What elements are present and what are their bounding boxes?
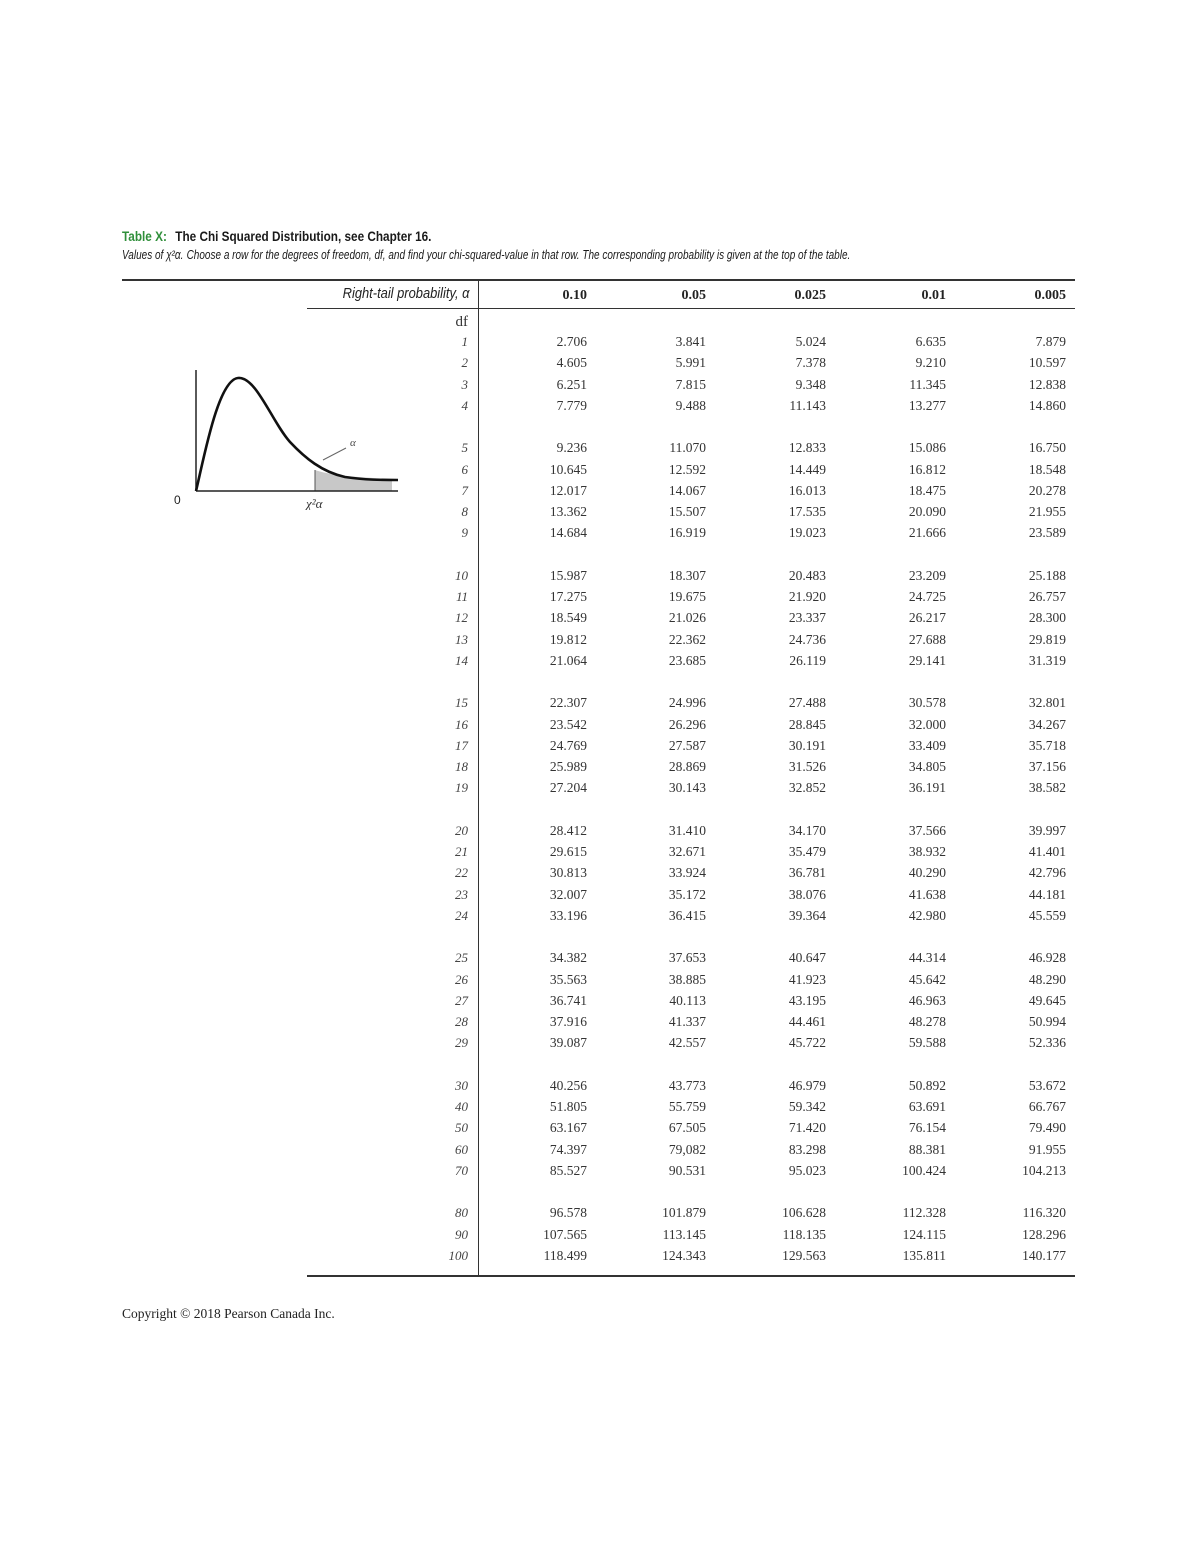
chi-square-value: 16.812 (908, 461, 946, 477)
chi-square-value: 30.578 (908, 695, 946, 711)
chi-square-value: 33.924 (668, 865, 706, 881)
df-value: 70 (455, 1162, 468, 1178)
chi-square-value: 63.691 (908, 1099, 946, 1114)
chi-square-value: 27.688 (908, 631, 946, 647)
chi-square-value: 107.565 (543, 1226, 587, 1242)
df-value: 10 (455, 567, 468, 583)
chi-square-value: 25.989 (549, 759, 587, 775)
chi-square-value: 27.587 (668, 737, 706, 753)
chi-square-value: 19.675 (668, 589, 706, 604)
df-value: 16 (455, 716, 468, 732)
chi-square-value: 16.750 (1028, 440, 1066, 456)
chi-square-value: 29.819 (1028, 631, 1066, 647)
chi-square-value: 79,082 (668, 1141, 706, 1157)
header-rule (307, 308, 1075, 309)
df-value: 90 (455, 1226, 468, 1242)
chi-square-value: 34.170 (788, 822, 826, 838)
chi-square-value: 34.382 (549, 950, 587, 966)
chi-square-value: 36.781 (788, 865, 826, 881)
chi-square-value: 116.320 (1022, 1205, 1066, 1221)
chi-square-value: 6.635 (915, 334, 946, 349)
chi-square-value: 36.415 (668, 907, 706, 923)
chi-square-value: 101.879 (662, 1205, 706, 1221)
chi-square-value: 52.336 (1028, 1035, 1066, 1051)
chi-square-value: 9.348 (795, 376, 826, 392)
df-value: 40 (455, 1099, 468, 1114)
chi-square-value: 44.314 (908, 950, 946, 966)
df-value: 80 (455, 1205, 468, 1221)
chi-square-value: 46.963 (908, 992, 946, 1008)
df-value: 30 (455, 1077, 468, 1093)
chi-square-value: 19.812 (549, 631, 587, 647)
chi-square-value: 17.535 (788, 504, 826, 520)
chi-square-value: 14.067 (668, 482, 706, 498)
chi-square-value: 74.397 (549, 1141, 587, 1157)
chi-square-value: 11.345 (909, 376, 946, 392)
df-value: 20 (455, 822, 468, 838)
chi-square-value: 34.805 (908, 759, 946, 775)
chi-square-value: 40.256 (549, 1077, 587, 1093)
chi-square-value: 37.916 (549, 1014, 587, 1030)
df-value: 2 (461, 355, 468, 371)
df-value: 24 (455, 907, 468, 923)
chi-square-value: 23.209 (908, 567, 946, 583)
chi-square-value: 28.869 (668, 759, 706, 775)
chi-square-value: 26.296 (668, 716, 706, 732)
chi-square-value: 26.757 (1028, 589, 1066, 604)
df-value: 4 (461, 397, 468, 413)
chi-square-value: 59.588 (908, 1035, 946, 1051)
df-value: 22 (455, 865, 468, 881)
alpha-pointer (323, 448, 346, 460)
chi-square-value: 42.796 (1028, 865, 1066, 881)
chi-square-value: 33.196 (549, 907, 587, 923)
chi-square-value: 23.542 (549, 716, 587, 732)
chi-square-value: 124.115 (902, 1226, 946, 1242)
chi-square-value: 90.531 (668, 1162, 706, 1178)
chi-square-value: 91.955 (1028, 1141, 1066, 1157)
chi-square-value: 31.526 (788, 759, 826, 775)
chi-square-value: 32.007 (549, 886, 587, 902)
chi-square-value: 21.666 (908, 525, 946, 541)
chi-square-value: 13.362 (549, 504, 587, 520)
chi-square-value: 35.563 (549, 971, 587, 987)
chi-square-value: 95.023 (788, 1162, 826, 1178)
df-value: 12 (455, 610, 468, 626)
chi-square-value: 10.597 (1028, 355, 1066, 371)
bottom-rule (307, 1275, 1075, 1277)
chi-square-value: 113.145 (662, 1226, 706, 1242)
subtitle-text: Choose a row for the degrees of freedom, df, and find your chi-squared-value in that row. The corresponding probability is given at the top of the table. (186, 248, 851, 262)
df-value: 1 (461, 334, 468, 349)
df-value: 15 (455, 695, 468, 711)
chi-square-value: 23.337 (788, 610, 826, 626)
chi-square-value: 21.920 (788, 589, 826, 604)
chi-square-value: 45.559 (1028, 907, 1066, 923)
chi-square-value: 96.578 (549, 1205, 587, 1221)
chi-square-value: 59.342 (788, 1099, 826, 1114)
chi-square-value: 36.191 (908, 780, 946, 796)
chi-square-value: 21.026 (668, 610, 706, 626)
chi-square-value: 29.615 (549, 844, 587, 859)
chi-square-value: 135.811 (902, 1247, 946, 1263)
chi-square-value: 23.685 (668, 652, 706, 668)
copyright-notice: Copyright © 2018 Pearson Canada Inc. (122, 1306, 335, 1321)
chi-square-value: 140.177 (1022, 1247, 1066, 1263)
chi-square-value: 18.307 (668, 567, 706, 583)
chi-square-value: 43.195 (788, 992, 826, 1008)
chi-square-value: 24.769 (549, 737, 587, 753)
chi-square-value: 41.638 (908, 886, 946, 902)
chi-square-value: 40.647 (788, 950, 826, 966)
chi-square-value: 112.328 (902, 1205, 946, 1221)
df-label: df (455, 314, 468, 330)
alpha-header: 0.005 (1034, 288, 1066, 303)
chi-square-value: 7.815 (675, 376, 706, 392)
chi-square-value: 6.251 (556, 376, 587, 392)
chi-square-value: 20.483 (788, 567, 826, 583)
chi-square-value: 30.143 (668, 780, 706, 796)
table-label: Table X: (122, 228, 167, 244)
chi-square-value: 46.928 (1028, 950, 1066, 966)
chi-square-value: 21.955 (1028, 504, 1066, 520)
df-value: 28 (455, 1014, 468, 1030)
chi-square-value: 5.991 (675, 355, 706, 371)
chi-square-value: 7.879 (1035, 334, 1066, 349)
chi-square-value: 100.424 (902, 1162, 946, 1178)
chi-square-value: 45.642 (908, 971, 946, 987)
df-value: 9 (461, 525, 468, 541)
chi-square-value: 45.722 (788, 1035, 826, 1051)
chi-square-value: 10.645 (549, 461, 587, 477)
df-value: 5 (461, 440, 468, 456)
chi-square-value: 9.210 (915, 355, 946, 371)
chi-square-value: 66.767 (1028, 1099, 1066, 1114)
chi-square-value: 18.475 (908, 482, 946, 498)
chi-square-value: 53.672 (1028, 1077, 1066, 1093)
chi-square-value: 19.023 (788, 525, 826, 541)
chi-square-value: 36.741 (549, 992, 587, 1008)
chi-square-value: 31.319 (1028, 652, 1066, 668)
chi-square-value: 51.805 (549, 1099, 587, 1114)
chi-square-value: 38.076 (788, 886, 826, 902)
chi-square-value: 42.557 (668, 1035, 706, 1051)
df-value: 14 (455, 652, 468, 668)
chi-square-value: 29.141 (908, 652, 946, 668)
chi-square-value: 17.275 (549, 589, 587, 604)
df-value: 6 (461, 461, 468, 477)
df-value: 26 (455, 971, 468, 987)
chi-square-value: 24.736 (788, 631, 826, 647)
chi-square-value: 28.300 (1028, 610, 1066, 626)
chi-square-value: 16.919 (668, 525, 706, 541)
chi-square-value: 67.505 (668, 1120, 706, 1136)
chi-square-value: 22.307 (549, 695, 587, 711)
chi-square-value: 12.838 (1028, 376, 1066, 392)
chi-square-value: 30.813 (549, 865, 587, 881)
chi-square-value: 12.833 (788, 440, 826, 456)
chi-square-value: 22.362 (668, 631, 706, 647)
chi-square-value: 2.706 (556, 334, 587, 349)
chi-square-value: 46.979 (788, 1077, 826, 1093)
chi-square-value: 41.337 (668, 1014, 706, 1030)
chi-square-value: 55.759 (668, 1099, 706, 1114)
alpha-figure-label: α (350, 437, 356, 449)
chi-square-value: 38.885 (668, 971, 706, 987)
chi-square-value: 40.290 (908, 865, 946, 881)
chi-square-value: 79.490 (1028, 1120, 1066, 1136)
df-value: 3 (461, 376, 468, 392)
df-value: 18 (455, 759, 468, 775)
chi-square-value: 26.217 (908, 610, 946, 626)
chi-square-value: 3.841 (675, 334, 706, 349)
subtitle-symbol: Values of χ²α. (122, 248, 184, 262)
chi-square-value: 44.181 (1028, 886, 1066, 902)
chi-square-value: 15.987 (549, 567, 587, 583)
chi-square-value: 4.605 (556, 355, 587, 371)
chi-square-value: 76.154 (908, 1120, 946, 1136)
chi-square-value: 20.090 (908, 504, 946, 520)
chi-square-value: 37.653 (668, 950, 706, 966)
chi-square-value: 24.996 (668, 695, 706, 711)
probability-label: Right-tail probability, α (343, 285, 470, 302)
origin-label: 0 (174, 493, 181, 507)
chi-square-value: 38.932 (908, 844, 946, 859)
df-value: 23 (455, 886, 468, 902)
chi-square-value: 32.852 (788, 780, 826, 796)
chi-square-value: 37.156 (1028, 759, 1066, 775)
df-value: 60 (455, 1141, 468, 1157)
chi-square-value: 27.488 (788, 695, 826, 711)
density-curve (196, 378, 398, 491)
chi-square-value: 39.364 (788, 907, 826, 923)
chi-square-value: 35.172 (668, 886, 706, 902)
chi-square-value: 48.278 (908, 1014, 946, 1030)
chi-square-value: 104.213 (1022, 1162, 1066, 1178)
chi-square-value: 24.725 (908, 589, 946, 604)
df-value: 27 (455, 992, 468, 1008)
alpha-header: 0.01 (921, 288, 946, 303)
df-value: 13 (455, 631, 468, 647)
chi-square-value: 7.378 (795, 355, 826, 371)
chi-square-value: 14.860 (1028, 397, 1066, 413)
chi-square-value: 42.980 (908, 907, 946, 923)
chi-square-value: 128.296 (1022, 1226, 1066, 1242)
chi-square-value: 50.994 (1028, 1014, 1066, 1030)
df-value: 29 (455, 1035, 468, 1051)
chi-square-value: 129.563 (782, 1247, 826, 1263)
chi-square-value: 33.409 (908, 737, 946, 753)
chi-square-value: 18.548 (1028, 461, 1066, 477)
df-value: 11 (455, 589, 468, 604)
chi-square-value: 23.589 (1028, 525, 1066, 541)
chi-square-value: 13.277 (908, 397, 946, 413)
chi-square-value: 71.420 (788, 1120, 826, 1136)
alpha-header: 0.10 (562, 288, 587, 303)
chi-square-value: 118.135 (782, 1226, 826, 1242)
df-value: 50 (455, 1120, 468, 1136)
chi-square-value: 38.582 (1028, 780, 1066, 796)
chi-square-value: 106.628 (782, 1205, 826, 1221)
chi-square-value: 35.718 (1028, 737, 1066, 753)
critical-value-label: χ²α (306, 496, 323, 510)
chi-square-value: 15.507 (668, 504, 706, 520)
df-value: 21 (455, 844, 468, 859)
df-value: 17 (455, 737, 468, 753)
chi-square-value: 14.449 (788, 461, 826, 477)
chi-square-curve-figure (160, 350, 400, 510)
chi-square-value: 50.892 (908, 1077, 946, 1093)
chi-square-value: 41.401 (1028, 844, 1066, 859)
chi-square-value: 11.070 (669, 440, 706, 456)
chi-square-value: 39.087 (549, 1035, 587, 1051)
df-value: 8 (461, 504, 468, 520)
chi-square-value: 48.290 (1028, 971, 1066, 987)
chi-square-value: 32.671 (668, 844, 706, 859)
chi-square-value: 63.167 (549, 1120, 587, 1136)
chi-square-value: 28.845 (788, 716, 826, 732)
df-value: 25 (455, 950, 468, 966)
chi-square-value: 27.204 (549, 780, 587, 796)
chi-square-value: 35.479 (788, 844, 826, 859)
chi-square-value: 14.684 (549, 525, 587, 541)
chi-square-value: 85.527 (549, 1162, 587, 1178)
chi-square-value: 41.923 (788, 971, 826, 987)
chi-square-value: 34.267 (1028, 716, 1066, 732)
chi-square-value: 40.113 (669, 992, 706, 1008)
top-rule (122, 279, 1075, 281)
alpha-header: 0.025 (794, 288, 826, 303)
table-subtitle (122, 248, 850, 262)
df-value: 19 (455, 780, 468, 796)
alpha-header: 0.05 (681, 288, 706, 303)
chi-square-value: 12.017 (549, 482, 587, 498)
chi-square-value: 88.381 (908, 1141, 946, 1157)
chi-square-value: 28.412 (549, 822, 587, 838)
chi-square-value: 21.064 (549, 652, 587, 668)
chi-square-value: 16.013 (788, 482, 826, 498)
chi-square-value: 26.119 (789, 652, 826, 668)
chi-square-value: 31.410 (668, 822, 706, 838)
df-value: 100 (448, 1247, 468, 1263)
df-value: 7 (461, 482, 468, 498)
chi-square-value: 49.645 (1028, 992, 1066, 1008)
chi-square-value: 43.773 (668, 1077, 706, 1093)
chi-square-value: 15.086 (908, 440, 946, 456)
chi-square-value: 11.143 (789, 397, 826, 413)
chi-square-value: 5.024 (795, 334, 826, 349)
chi-square-value: 83.298 (788, 1141, 826, 1157)
chi-square-value: 44.461 (788, 1014, 826, 1030)
chi-square-value: 124.343 (662, 1247, 706, 1263)
chi-square-value: 25.188 (1028, 567, 1066, 583)
chi-square-value: 118.499 (543, 1247, 587, 1263)
chi-square-value: 7.779 (556, 397, 587, 413)
chi-square-value: 9.236 (556, 440, 587, 456)
table-title-text: The Chi Squared Distribution, see Chapter 16. (175, 228, 432, 244)
chi-square-value: 37.566 (908, 822, 946, 838)
chi-square-value: 39.997 (1028, 822, 1066, 838)
chi-square-value: 32.801 (1028, 695, 1066, 711)
chi-square-value: 18.549 (549, 610, 587, 626)
chi-square-value: 30.191 (788, 737, 826, 753)
chi-square-value: 12.592 (668, 461, 706, 477)
table-title (122, 228, 431, 244)
chi-square-value: 20.278 (1028, 482, 1066, 498)
chi-square-value: 32.000 (908, 716, 946, 732)
chi-square-value: 9.488 (675, 397, 706, 413)
